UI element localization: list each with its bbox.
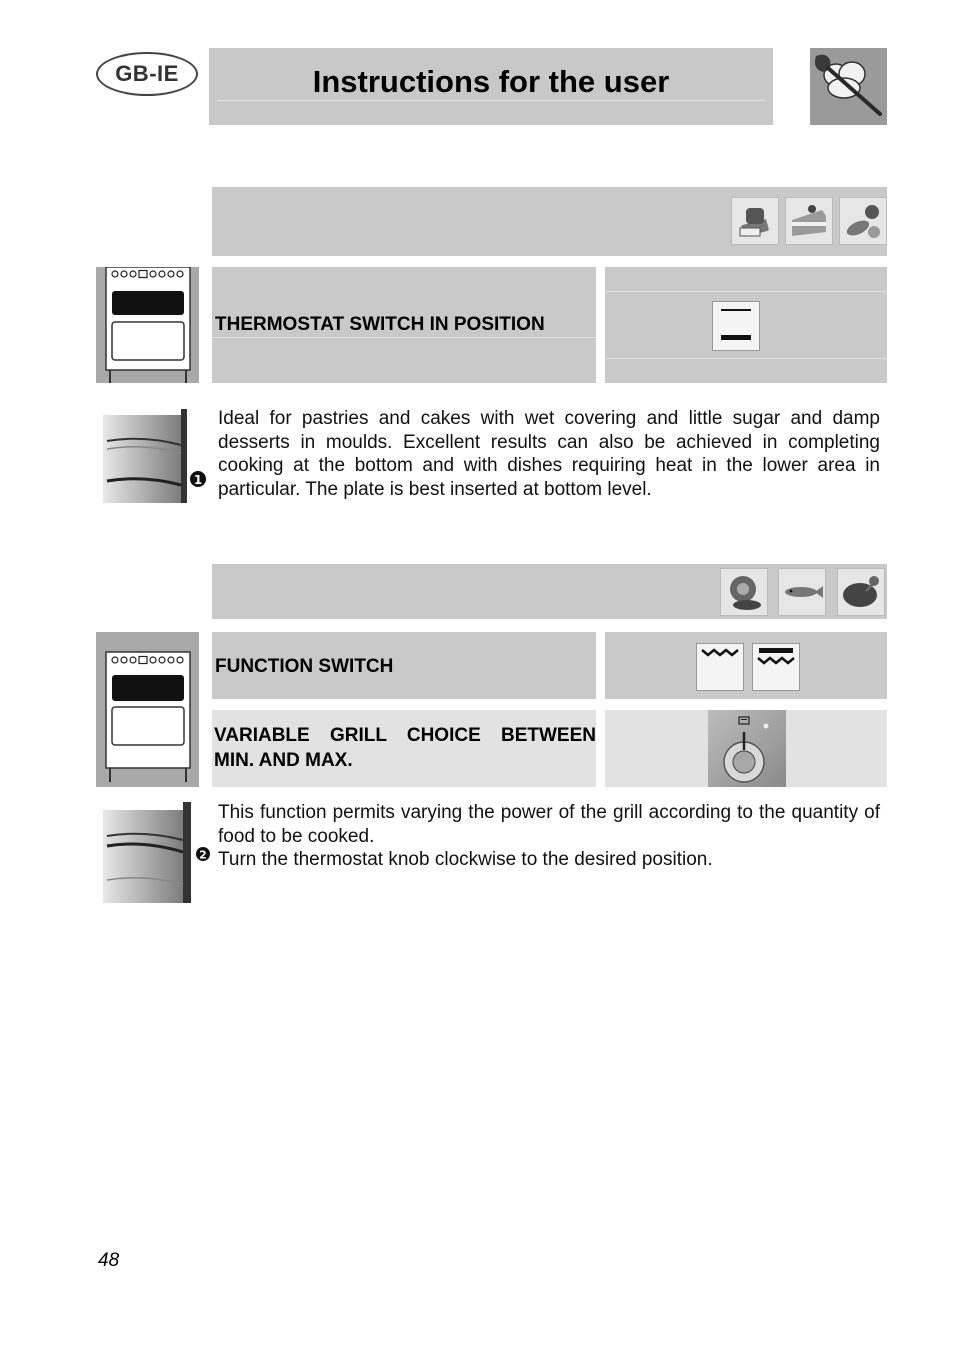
symbol-divider-bottom (605, 358, 887, 359)
section1-band (212, 187, 887, 256)
section2-band (212, 564, 887, 619)
bread-icon (731, 197, 779, 245)
page-title: Instructions for the user (312, 64, 670, 99)
thermostat-symbol-cell (605, 267, 887, 383)
section2-description-line1: This function permits varying the power of the grill according to the quantity of food to be cooked. (218, 802, 880, 847)
title-divider (217, 100, 765, 101)
variable-grill-label-cell (212, 710, 596, 787)
knob-cell (605, 710, 887, 787)
section1-description: Ideal for pastries and cakes with wet covering and little sugar and damp desserts in moulds. Excellent results can also be achieved in completing cooking at the bottom and with dishes requiring heat in the lower area in particular. The plate is best inserted at bottom level. (218, 408, 880, 500)
grill-symbol-icon (696, 643, 744, 691)
chef-hat-spoon-icon (810, 48, 887, 125)
shelf-marker-1: 1 (193, 473, 203, 487)
shelf-marker-2: 2 (199, 848, 207, 862)
grill-top-heat-symbol-icon (752, 643, 800, 691)
oven-diagram-2 (96, 632, 199, 787)
region-badge (96, 52, 198, 96)
shelf-position-1-image (103, 405, 209, 503)
page-number: 48 (98, 1250, 120, 1271)
thermostat-knob-icon (708, 710, 786, 787)
thermostat-label-cell (212, 267, 596, 383)
fish-icon (778, 568, 826, 616)
cake-icon (785, 197, 833, 245)
function-symbols-cell (605, 632, 887, 699)
bottom-heat-symbol-icon (712, 301, 760, 351)
vegetables-icon (839, 197, 887, 245)
region-badge-text: GB-IE (115, 61, 179, 86)
oven-diagram (96, 267, 199, 383)
symbol-divider-top (605, 291, 887, 292)
variable-grill-label: VARIABLE GRILL CHOICE BETWEEN MIN. AND MAX. (214, 725, 596, 771)
section2-description (218, 801, 880, 872)
shelf-position-2-image (103, 800, 211, 903)
thermostat-label: THERMOSTAT SWITCH IN POSITION (215, 314, 545, 335)
function-switch-label-cell (212, 632, 596, 699)
section2-description-line2: Turn the thermostat knob clockwise to the desired position. (218, 849, 713, 870)
title-bar (209, 48, 773, 125)
function-switch-label: FUNCTION SWITCH (215, 656, 394, 677)
meat-icon (720, 568, 768, 616)
roast-chicken-icon (837, 568, 885, 616)
label-divider (212, 337, 596, 338)
